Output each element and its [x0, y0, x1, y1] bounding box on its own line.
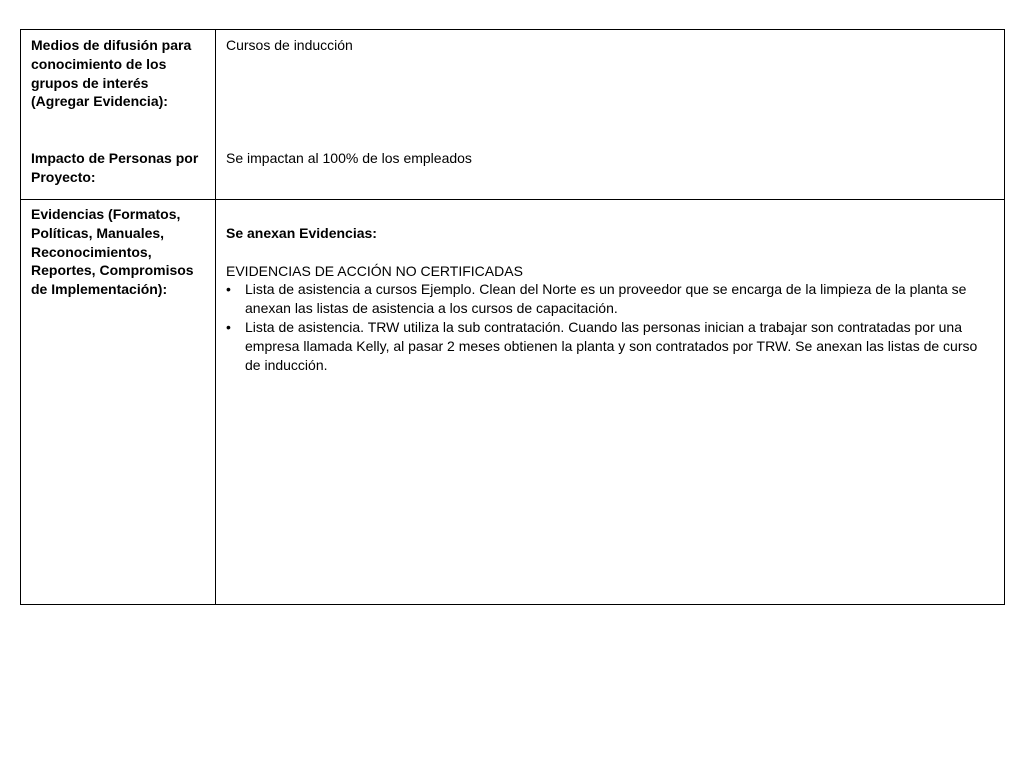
list-item-text: Lista de asistencia a cursos Ejemplo. Clean del Norte es un proveedor que se encarga de la limpieza de la planta se anexan las listas de asistencia a los cursos de capacitación.: [245, 281, 967, 317]
evidence-content: [226, 224, 996, 374]
impact-value: Se impactan al 100% de los empleados: [226, 150, 472, 166]
table-row: [21, 30, 1005, 200]
evidence-table: [20, 29, 1005, 605]
dissemination-value: Cursos de inducción: [226, 37, 353, 53]
label-cell: [21, 30, 216, 200]
value-cell: [216, 200, 1005, 605]
list-item: [226, 318, 996, 374]
bullet-icon: •: [226, 281, 231, 298]
evidence-heading: Se anexan Evidencias:: [226, 225, 377, 241]
evidence-list: [226, 280, 996, 374]
evidence-label: Evidencias (Formatos, Políticas, Manuales, Reconocimientos, Reportes, Compromisos de Implementación):: [31, 206, 194, 298]
label-cell: [21, 200, 216, 605]
table-row: [21, 200, 1005, 605]
dissemination-label: Medios de difusión para conocimiento de los grupos de interés (Agregar Evidencia):: [31, 37, 192, 110]
impact-label: Impacto de Personas por Proyecto:: [31, 150, 199, 185]
list-item-text: Lista de asistencia. TRW utiliza la sub contratación. Cuando las personas inician a trabajar son contratadas por una empresa llamada Kelly, al pasar 2 meses obtienen la planta y son contratados por TRW. Se anexan las listas de curso de inducción.: [245, 318, 978, 373]
list-item: [226, 280, 996, 318]
evidence-subheading: EVIDENCIAS DE ACCIÓN NO CERTIFICADAS: [226, 262, 523, 279]
value-cell: [216, 30, 1005, 200]
bullet-icon: •: [226, 318, 231, 335]
